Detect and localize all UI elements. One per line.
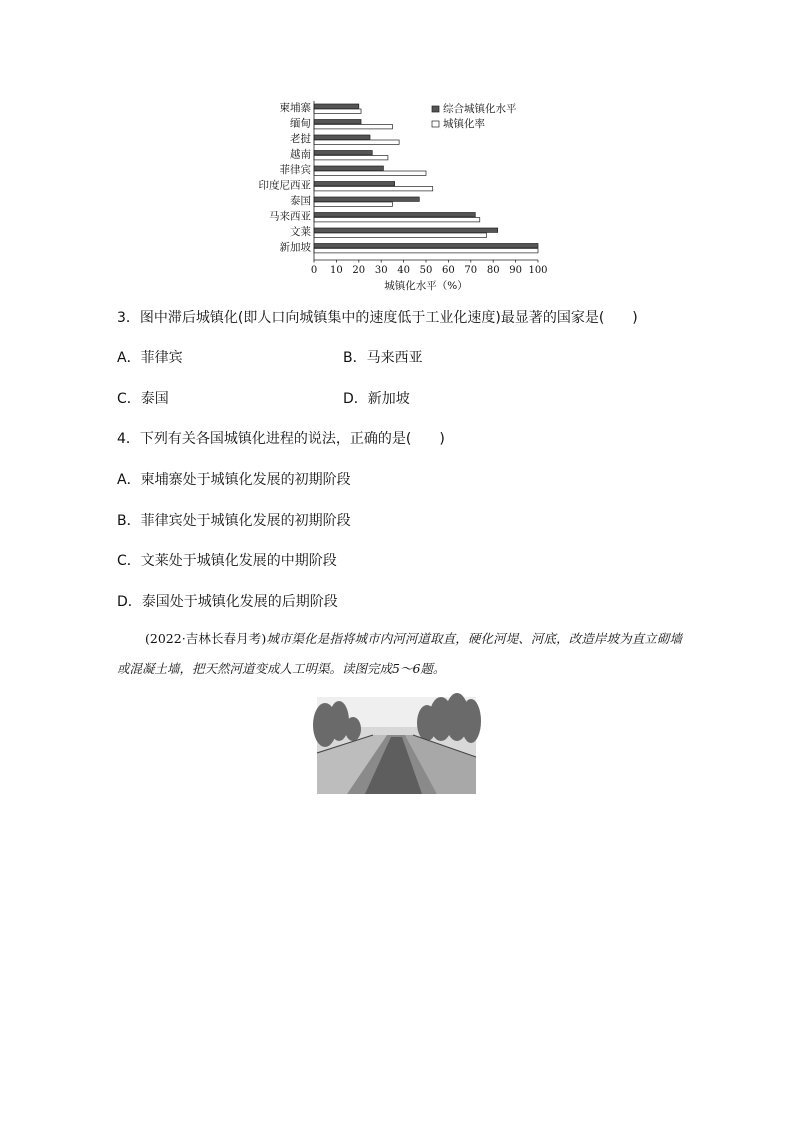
intro-text: 城市渠化是指将城市内河河道取直，硬化河堤、河底，改造岸坡为直立砌墙或混凝土墙，把天然河道变成人工明渠。读图完成5～6题。 [117, 631, 682, 676]
x-tick-label: 90 [509, 265, 522, 276]
bar-composite [314, 135, 370, 139]
bar-composite [314, 244, 538, 248]
x-tick-label: 50 [419, 265, 433, 276]
question-4-stem: 4．下列有关各国城镇化进程的说法，正确的是( ) [117, 431, 445, 447]
bar-composite [314, 228, 498, 232]
legend-swatch [432, 106, 439, 112]
bar-urbanization-rate [314, 187, 433, 191]
x-tick-label: 70 [464, 265, 478, 276]
x-tick-label: 30 [374, 265, 388, 276]
x-tick-label: 80 [486, 265, 500, 276]
question-3-option-d[interactable]: D．新加坡 [343, 391, 410, 407]
bar-urbanization-rate [314, 233, 486, 237]
category-label: 印度尼西亚 [258, 179, 311, 192]
x-tick-label: 100 [528, 265, 548, 276]
bar-urbanization-rate [314, 249, 538, 253]
x-tick-label: 60 [442, 265, 455, 276]
legend-swatch [432, 121, 439, 127]
category-label: 文莱 [290, 226, 311, 238]
question-4-option-b[interactable]: B．菲律宾处于城镇化发展的初期阶段 [117, 513, 351, 529]
legend-label: 综合城镇化水平 [443, 103, 517, 115]
category-label: 柬埔寨 [279, 102, 311, 114]
x-axis-label: 城镇化水平（%） [384, 280, 468, 292]
category-label: 越南 [290, 148, 311, 161]
channelized-river-photo [317, 697, 476, 794]
intro-source: (2022·吉林长春月考) [145, 631, 267, 646]
bar-composite [314, 182, 395, 186]
category-label: 新加坡 [279, 241, 311, 254]
x-tick-label: 40 [397, 265, 410, 276]
bar-composite [314, 166, 383, 170]
bar-composite [314, 197, 419, 201]
question-3-option-b[interactable]: B．马来西亚 [343, 350, 423, 366]
question-4-option-d[interactable]: D．泰国处于城镇化发展的后期阶段 [117, 594, 338, 610]
urbanization-bar-chart [240, 95, 550, 292]
bar-urbanization-rate [314, 125, 392, 129]
category-label: 马来西亚 [269, 210, 311, 223]
question-3-stem: 3．图中滞后城镇化(即人口向城镇集中的速度低于工业化速度)最显著的国家是( ) [117, 310, 638, 326]
legend-label: 城镇化率 [443, 118, 485, 130]
bar-urbanization-rate [314, 218, 480, 222]
x-tick-label: 20 [352, 265, 366, 276]
question-3-option-c[interactable]: C．泰国 [117, 391, 169, 407]
question-5-6-intro [117, 624, 682, 684]
x-tick-label: 10 [330, 265, 343, 276]
bar-urbanization-rate [314, 171, 426, 175]
category-label: 菲律宾 [279, 164, 311, 176]
bar-composite [314, 104, 359, 108]
category-label: 老挝 [290, 133, 311, 145]
bar-composite [314, 151, 372, 155]
x-tick-label: 0 [310, 265, 318, 276]
question-3-option-a[interactable]: A．菲律宾 [117, 350, 183, 366]
question-4-option-a[interactable]: A．柬埔寨处于城镇化发展的初期阶段 [117, 472, 351, 488]
category-label: 泰国 [290, 195, 311, 207]
bar-urbanization-rate [314, 109, 361, 113]
question-4-option-c[interactable]: C．文莱处于城镇化发展的中期阶段 [117, 553, 337, 569]
bar-composite [314, 213, 475, 217]
category-label: 缅甸 [290, 117, 311, 130]
bar-composite [314, 120, 361, 124]
bar-urbanization-rate [314, 140, 399, 144]
bar-urbanization-rate [314, 156, 388, 160]
bar-urbanization-rate [314, 202, 392, 206]
